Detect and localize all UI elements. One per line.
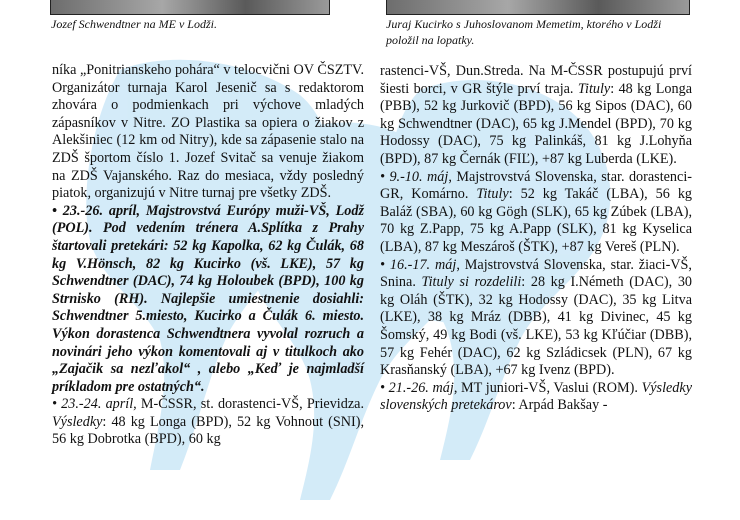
event-date: • 9.-10. máj — [380, 168, 449, 185]
article-column-right — [380, 63, 692, 415]
paragraph-m-cssr-prievidza — [52, 396, 364, 449]
event-description: , Majstrovstvá Slovenska, star. dorastenci-GR, Komárno. — [380, 168, 692, 203]
photo-caption-right: Juraj Kucirko s Juhoslovanom Memetim, ktorého v Lodži položil na lopatky. — [386, 17, 662, 47]
results-label: Tituly si rozdelili — [421, 274, 522, 291]
photo-caption-left: Jozef Schwendtner na ME v Lodži. — [51, 17, 217, 31]
paragraph-snina — [380, 257, 692, 380]
results-label: Tituly — [577, 80, 611, 97]
paragraph-ponitriansky-pohar: níka „Ponitrianskeho pohára“ v telocvični OV ČSZTV. Organizátor turnaja Karol Jesenič sa s redaktorom zhovára o podmienkach pri výchove mladých zápasníkov v Nitre. ZO Plastika sa opiera o žiakov z Alekšiniec (12 km od Nitry), kde sa zápasenie stalo na ZDŠ športom číslo 1. Jozef Svitač sa venuje žiakom na ZDŠ Vajanského. Raz do mesiaca, vždy posledný piatok, organizujú v Nitre turnaj pre všetky ZDŠ. — [52, 62, 364, 202]
event-description: , MT juniori-VŠ, Vaslui (ROM). — [453, 379, 638, 396]
results-label: Výsledky — [52, 413, 103, 430]
paragraph-vaslui — [380, 380, 692, 415]
results-list: : 28 kg I.Németh (DAC), 30 kg Oláh (ŠTK), 32 kg Hodossy (DAC), 35 kg Litva (LKE), 38 kg Mráz (DBB), 41 kg Divinec, 45 kg Šomský, 49 kg Bodi (vš. LKE), 53 kg Kľúčiar (DBB), 57 kg Fehér (DAC), 62 kg Szládicsek (PLN), 67 kg Krasňanský (LBA), +67 kg Ivenz (BPD). — [380, 274, 693, 379]
results-label: Tituly — [476, 186, 509, 203]
event-description: rastenci-VŠ, Dun.Streda. Na M-ČSSR postupujú prví šiesti borci, v GR štýle prví traja. — [380, 63, 692, 97]
event-description: , Majstrovstvá Slovenska, star. žiaci-VŠ, Snina. — [380, 256, 692, 291]
event-date: • 23.-24. apríl — [52, 396, 134, 413]
results-list: : 48 kg Longa (BPD), 52 kg Vohnout (SNI), 56 kg Dobrotka (BPD), 60 kg — [52, 413, 364, 448]
wrestling-photo-left — [50, 0, 330, 15]
event-description: , M-ČSSR, st. dorastenci-VŠ, Prievidza. — [133, 396, 364, 413]
results-list: : 48 kg Longa (PBB), 52 kg Jurkovič (BPD), 56 kg Sipos (DAC), 60 kg Schwendtner (DAC), 65 kg J.Mendel (BPD), 70 kg Hodossy (DAC), 75 kg Palinkáš, 81 kg J.Lohyňa (BPD), 87 kg Černák (FIĽ), +87 kg Luberda (LKE). — [380, 80, 692, 167]
event-date: • 16.-17. máj — [380, 256, 457, 273]
paragraph-dun-streda — [380, 63, 692, 169]
results-list: : Arpád Bakšay - — [511, 397, 608, 414]
event-date: • 21.-26. máj — [380, 379, 454, 396]
results-label: Výsledky slovenských pretekárov — [380, 379, 692, 414]
article-column-left — [52, 62, 364, 449]
paragraph-komarno — [380, 169, 692, 257]
wrestling-photo-right — [386, 0, 690, 15]
results-list: : 52 kg Takáč (LBA), 56 kg Baláž (SBA), 60 kg Gögh (SLK), 65 kg Zúbek (LBA), 70 kg Z.Papp, 75 kg A.Papp (SLK), 81 kg Kyselica (LBA), 87 kg Meszároš (ŠTK), +87 kg Vereš (PLN). — [380, 186, 693, 255]
paragraph-european-championship: • 23.-26. apríl, Majstrovstvá Európy muži-VŠ, Lodž (POL). Pod vedením trénera A.Splítka z Prahy štartovali pretekári: 52 kg Kapolka, 62 kg Čulák, 68 kg V.Hönsch, 82 kg Kucirko (vš. LKE), 57 kg Schwendtner (DAC), 74 kg Holoubek (BPD), 100 kg Strnisko (RH). Najlepšie umiestnenie dosiahli: Schwendtner 5.miesto, Kucirko a Čulák 6. miesto. Výkon dorastenca Schwendtnera vyvolal rozruch a novinári jeho výkon komentovali aj v titulkoch ako „Zajačik sa nezľakol“ , alebo „Keď je najmladší príkladom pre ostatných“. — [52, 202, 364, 395]
